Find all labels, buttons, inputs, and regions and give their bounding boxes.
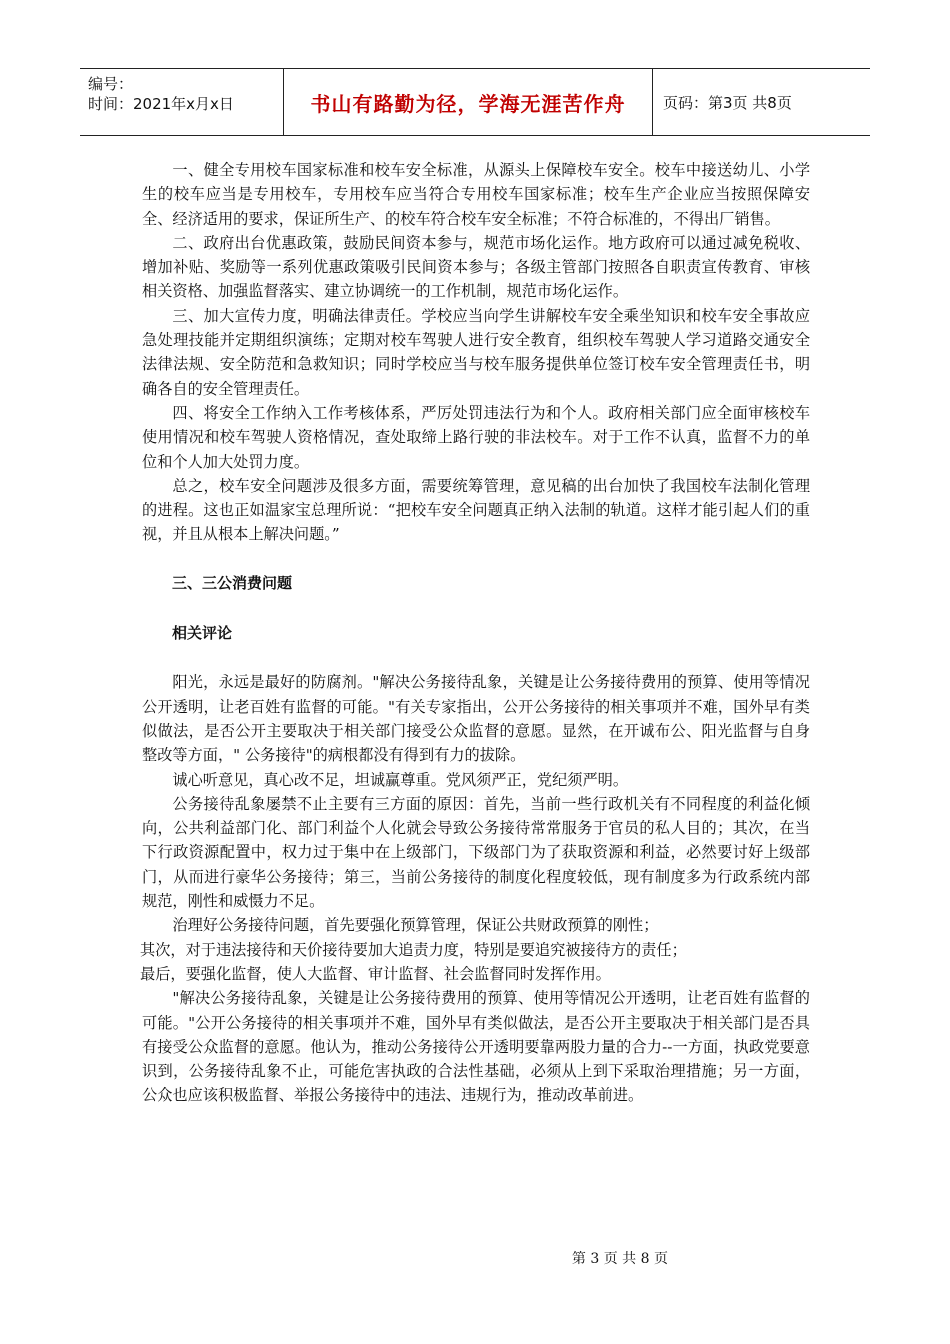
- paragraph: 治理好公务接待问题，首先要强化预算管理，保证公共财政预算的刚性；: [172, 916, 659, 935]
- paragraph: 公务接待乱象屡禁不止主要有三方面的原因：首先，当前一些行政机关有不同程度的利益化倾向，公共利益部门化、部门利益个人化就会导致公务接待常常服务于官员的私人目的；其次，在当下行政资源配置中，权力过于集中在上级部门，下级部门为了获取资源和利益，必然要讨好上级部门，从而进行豪华公务接待；第三，当前公务接待的制度化程度较低，现有制度多为行政系统内部规范，刚性和威慑力不足。: [142, 794, 810, 911]
- header-meta: [80, 69, 283, 135]
- paragraph: 诚心听意见，真心改不足，坦诚赢尊重。党风须严正，党纪须严明。: [172, 770, 629, 789]
- paragraph: 二、政府出台优惠政策，鼓励民间资本参与，规范市场化运作。地方政府可以通过减免税收、增加补贴、奖励等一系列优惠政策吸引民间资本参与；各级主管部门按照各自职责宣传教育、审核相关资格、加强监督落实、建立协调统一的工作机制，规范市场化运作。: [142, 233, 810, 301]
- paragraph: 一、健全专用校车国家标准和校车安全标准，从源头上保障校车安全。校车中接送幼儿、小学生的校车应当是专用校车，专用校车应当符合专用校车国家标准；校车生产企业应当按照保障安全、经济适用的要求，保证所生产、的校车符合校车安全标准；不符合标准的，不得出厂销售。: [142, 161, 810, 228]
- paragraph: "解决公务接待乱象，关键是让公务接待费用的预算、使用等情况公开透明，让老百姓有监督的可能。"公开公务接待的相关事项并不难，国外早有类似做法，是否公开主要取决于相关部门是否具有接受公众监督的意愿。他认为，推动公务接待公开透明要靠两股力量的合力--一方面，执政党要意识到，公务接待乱象不止，可能危害执政的合法性基础，必须从上到下采取治理措施；另一方面，公众也应该积极监督、举报公务接待中的违法、违规行为，推动改革前进。: [142, 989, 810, 1105]
- paragraph-line: 其次，对于违法接待和天价接待要加大追责力度，特别是要追究被接待方的责任；: [140, 940, 687, 959]
- paragraph: 四、将安全工作纳入工作考核体系，严厉处罚违法行为和个人。政府相关部门应全面审核校车使用情况和校车驾驶人资格情况，查处取缔上路行驶的非法校车。对于工作不认真，监督不力的单位和个人加大处罚力度。: [142, 403, 810, 471]
- number-label: 编号：: [88, 75, 134, 93]
- header-motto: 书山有路勤为径，学海无涯苦作舟: [283, 69, 653, 135]
- paragraph: 阳光，永远是最好的防腐剂。"解决公务接待乱象，关键是让公务接待费用的预算、使用等情况公开透明，让老百姓有监督的可能。"有关专家指出，公开公务接待的相关事项并不难，国外早有类似做法，是否公开主要取决于相关部门接受公众监督的意愿。显然，在开诚布公、阳光监督与自身整改等方面，" 公务接待"的病根都没有得到有力的拔除。: [142, 673, 810, 765]
- paragraph-line: 最后，要强化监督，使人大监督、审计监督、社会监督同时发挥作用。: [140, 964, 611, 983]
- sub-title: 相关评论: [172, 624, 233, 643]
- document-header: [80, 68, 870, 136]
- section-title: 三、三公消费问题: [172, 573, 293, 592]
- paragraph: 三、加大宣传力度，明确法律责任。学校应当向学生讲解校车安全乘坐知识和校车安全事故应急处理技能并定期组织演练；定期对校车驾驶人进行安全教育，组织校车驾驶人学习道路交通安全法律法规、安全防范和急救知识；同时学校应当与校车服务提供单位签订校车安全管理责任书，明确各自的安全管理责任。: [142, 306, 810, 398]
- header-page-label: 页码：第3页 共8页: [663, 93, 792, 112]
- paragraph: 总之，校车安全问题涉及很多方面，需要统筹管理，意见稿的出台加快了我国校车法制化管理的进程。这也正如温家宝总理所说：“把校车安全问题真正纳入法制的轨道。这样才能引起人们的重视，并且从根本上解决问题。”: [142, 476, 810, 544]
- page-footer: 第 3 页 共 8 页: [571, 1251, 668, 1267]
- document-body: [142, 158, 810, 1108]
- date-label: 时间：2021年x月x日: [88, 95, 234, 113]
